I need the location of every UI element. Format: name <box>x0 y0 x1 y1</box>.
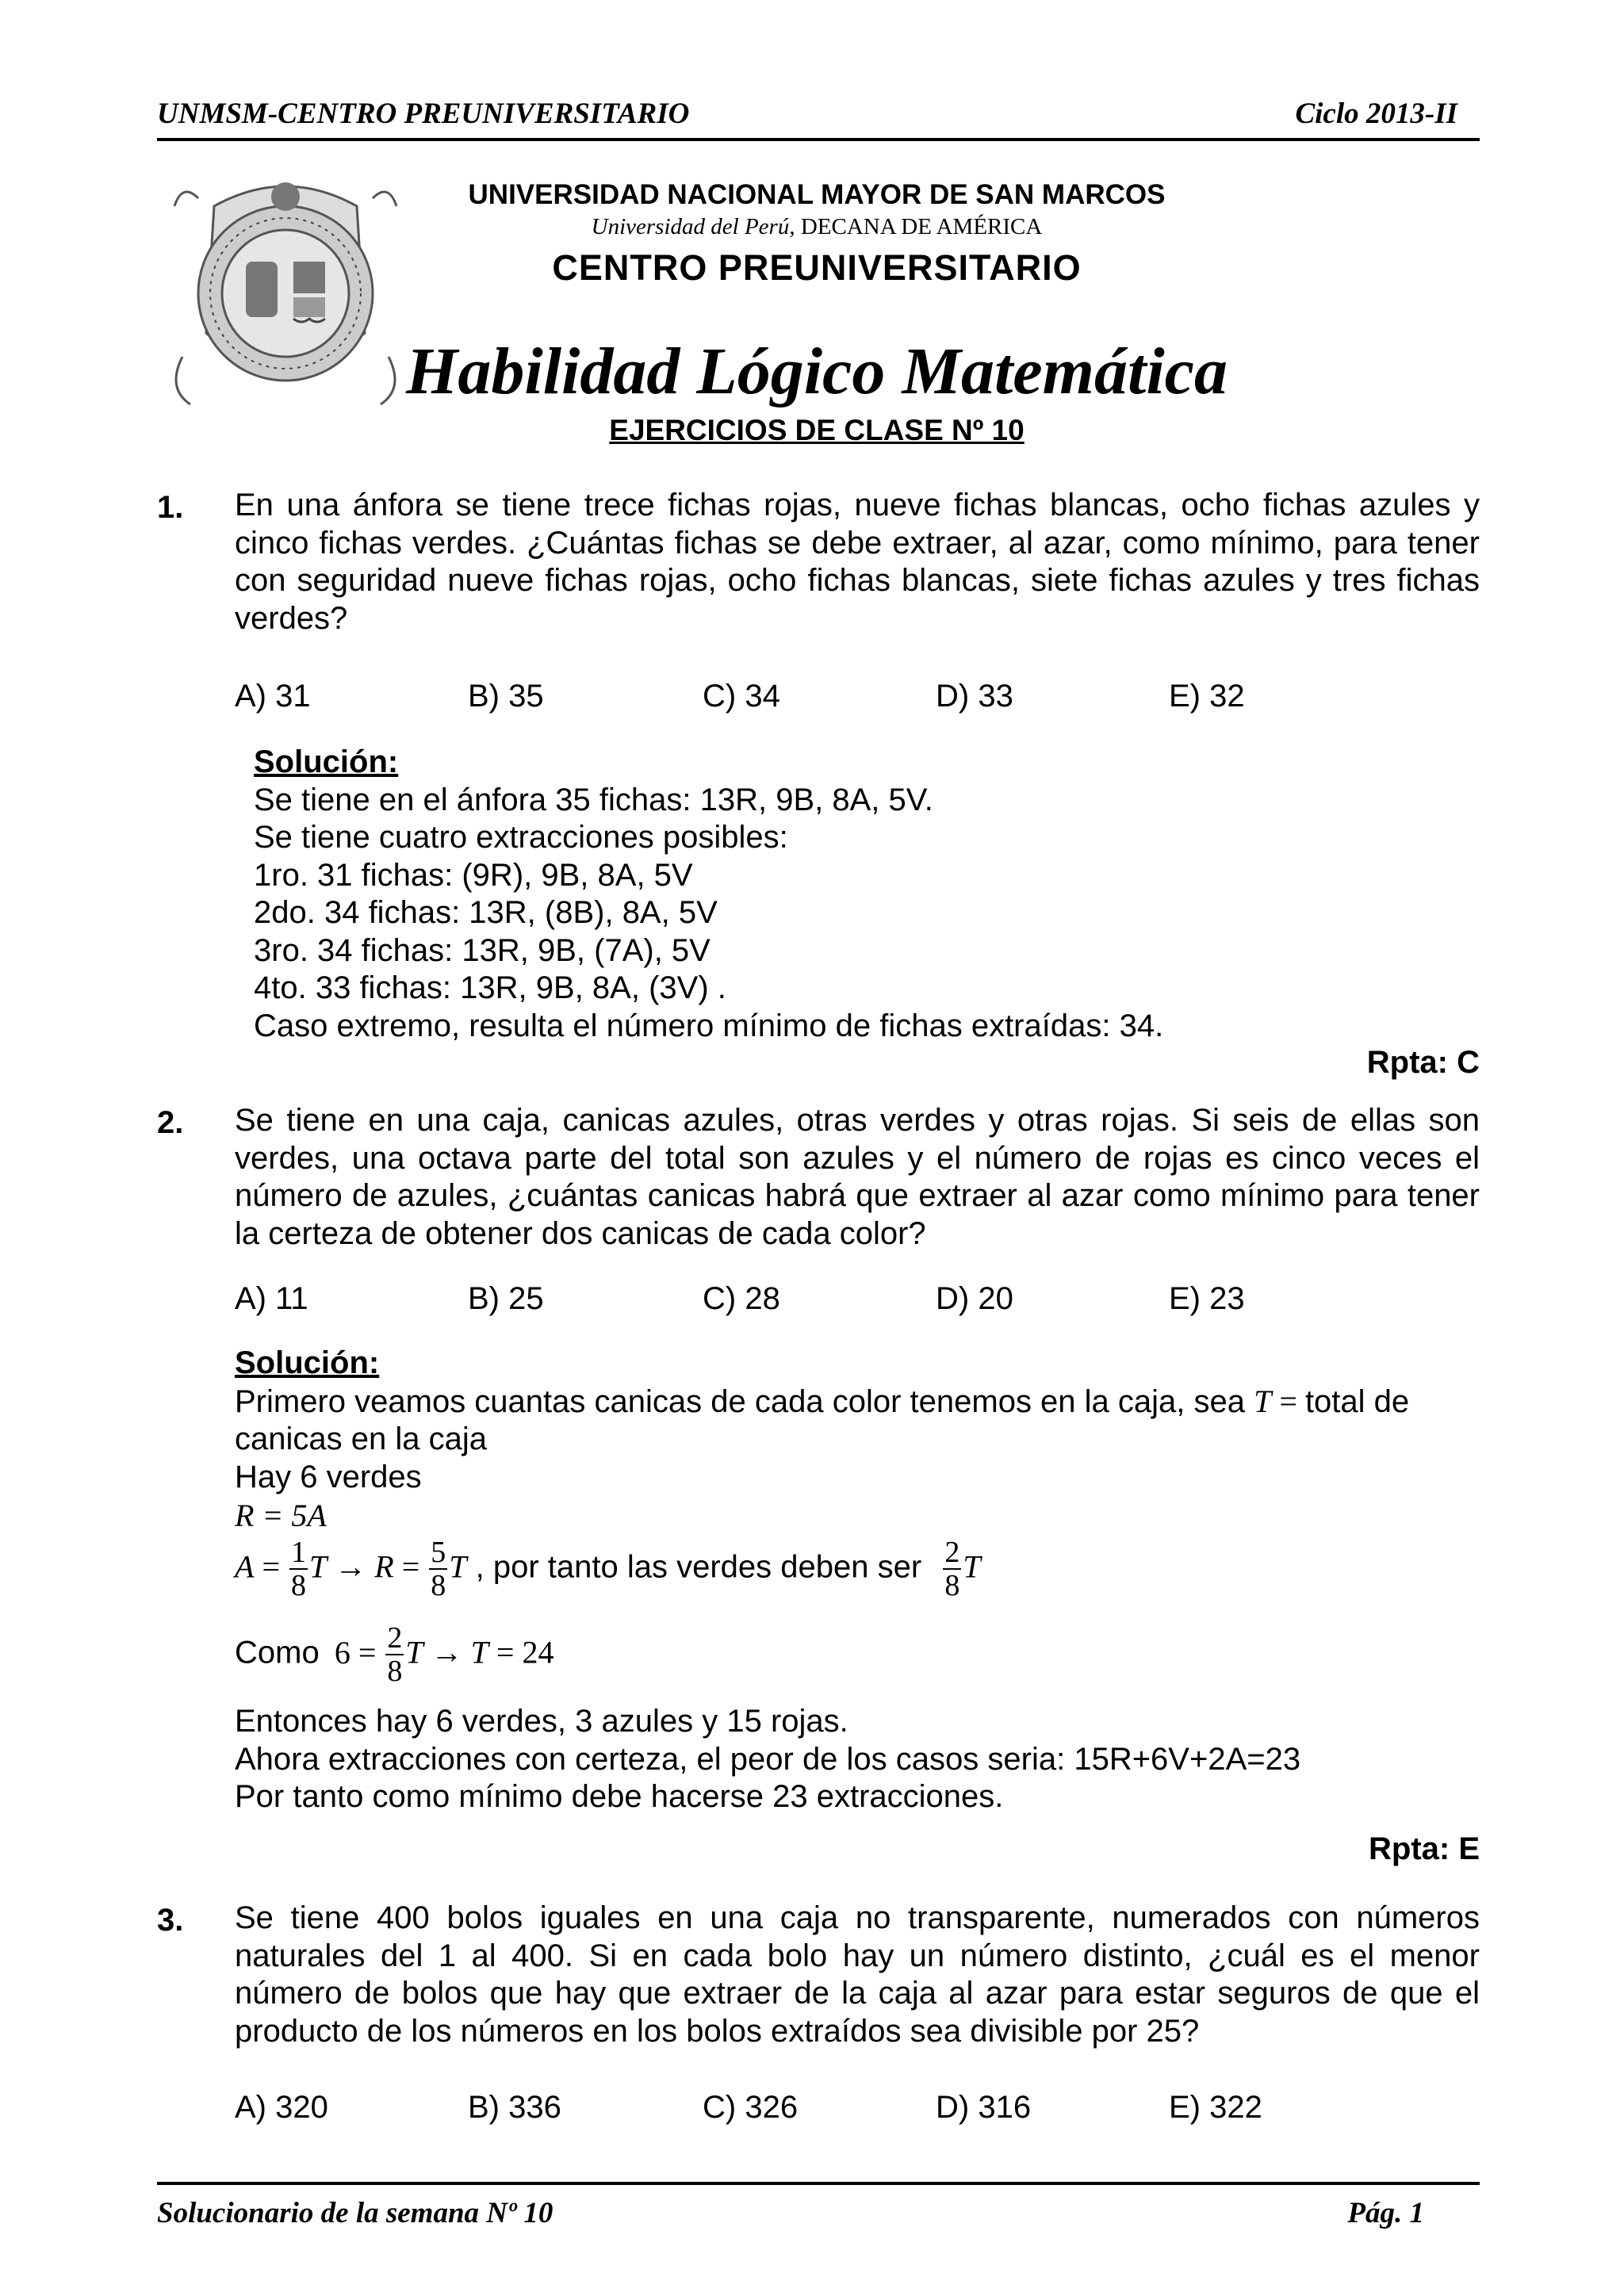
solution-text: , por tanto las verdes deben ser <box>475 1549 922 1585</box>
running-header <box>157 97 1480 141</box>
problem-2-options <box>235 1281 1480 1321</box>
equation-r: R = 5A <box>235 1498 327 1533</box>
option-a: A) 11 <box>235 1281 308 1316</box>
option-a: A) 31 <box>235 679 311 714</box>
option-d: D) 20 <box>936 1281 1013 1316</box>
center-name: CENTRO PREUNIVERSITARIO <box>552 247 1082 288</box>
option-e: E) 23 <box>1169 1281 1245 1316</box>
solution-line: 2do. 34 fichas: 13R, (8B), 8A, 5V <box>254 895 718 930</box>
option-b: B) 35 <box>468 679 544 714</box>
option-e: E) 322 <box>1169 2090 1262 2125</box>
problem-2-answer: Rpta: E <box>1369 1831 1480 1866</box>
math-expression: 6 = <box>334 1634 385 1670</box>
exercise-subtitle: EJERCICIOS DE CLASE Nº 10 <box>609 414 1025 446</box>
solution-line: Ahora extracciones con certeza, el peor de los casos seria: 15R+6V+2A=23 <box>235 1741 1301 1777</box>
math-arrow: → <box>327 1548 375 1585</box>
math-expression: R <box>374 1548 394 1585</box>
math-expression: A <box>235 1548 255 1585</box>
solution-line: Caso extremo, resulta el número mínimo de fichas extraídas: 34. <box>254 1008 1164 1043</box>
option-d: D) 316 <box>936 2090 1032 2125</box>
option-c: C) 326 <box>703 2090 799 2125</box>
math-expression: T <box>405 1634 423 1670</box>
denominator: 8 <box>944 1569 960 1602</box>
denominator: 8 <box>431 1569 446 1602</box>
problem-1-number: 1. <box>157 490 184 525</box>
numerator: 2 <box>944 1536 960 1569</box>
math-arrow: → <box>423 1634 471 1670</box>
equation-t <box>235 1622 553 1687</box>
math-expression: T <box>470 1634 488 1670</box>
footer-title: Solucionario de la semana Nº 10 <box>157 2197 553 2229</box>
solution-text: Como <box>235 1635 320 1670</box>
solution-heading: Solución: <box>235 1345 380 1380</box>
math-equals: = <box>393 1548 428 1585</box>
fraction <box>943 1536 961 1601</box>
numerator: 2 <box>387 1621 403 1655</box>
solution-text: Primero veamos cuantas canicas de cada color tenemos en la caja, sea <box>235 1383 1254 1419</box>
university-seal-icon <box>167 174 404 412</box>
problem-1-answer: Rpta: C <box>1366 1045 1480 1080</box>
denominator: 8 <box>291 1569 306 1602</box>
option-b: B) 25 <box>468 1281 544 1316</box>
course-title: Habilidad Lógico Matemática <box>406 335 1228 408</box>
solution-line: 1ro. 31 fichas: (9R), 9B, 8A, 5V <box>254 857 693 893</box>
solution-line: Se tiene cuatro extracciones posibles: <box>254 820 788 855</box>
page-number: Pág. 1 <box>1347 2197 1424 2229</box>
solution-text: total de <box>1304 1383 1410 1419</box>
solution-line: Por tanto como mínimo debe hacerse 23 extracciones. <box>235 1779 1004 1814</box>
math-expression: T <box>963 1548 981 1585</box>
math-equals: = <box>1271 1383 1305 1419</box>
math-expression: T <box>449 1548 467 1585</box>
math-expression: T <box>1254 1383 1272 1419</box>
numerator: 1 <box>291 1536 306 1569</box>
problem-2-solution-intro <box>235 1345 1409 1496</box>
option-a: A) 320 <box>235 2090 328 2125</box>
problem-1-solution <box>254 744 1163 1045</box>
solution-heading: Solución: <box>254 744 399 779</box>
header-institution: UNMSM-CENTRO PREUNIVERSITARIO <box>157 98 690 130</box>
math-expression: = 24 <box>488 1634 554 1670</box>
problem-3-text: Se tiene 400 bolos iguales en una caja no transparente, numerados con números naturales del 1 al 400. Si en cada bolo hay un número distinto, ¿cuál es el menor número de bolos que hay que extraer de la caja al azar para estar seguros de que el producto de los números en los bolos extraídos sea divisible por 25? <box>235 1900 1480 2049</box>
fraction <box>385 1622 404 1687</box>
solution-line: Hay 6 verdes <box>235 1459 422 1494</box>
numerator: 5 <box>431 1536 446 1569</box>
solution-line: Se tiene en el ánfora 35 fichas: 13R, 9B, 8A, 5V. <box>254 782 933 817</box>
problem-3-options <box>235 2090 1480 2130</box>
solution-line: canicas en la caja <box>235 1422 487 1456</box>
solution-line: Entonces hay 6 verdes, 3 azules y 15 rojas. <box>235 1704 848 1739</box>
university-motto <box>436 214 1197 240</box>
motto-rest: , DECANA DE AMÉRICA <box>789 214 1043 239</box>
motto-italic: Universidad del Perú <box>591 214 790 239</box>
option-e: E) 32 <box>1169 679 1245 714</box>
problem-2-number: 2. <box>157 1105 184 1140</box>
option-d: D) 33 <box>936 679 1013 714</box>
fraction <box>429 1536 447 1601</box>
problem-1-options <box>235 679 1480 718</box>
running-footer <box>157 2182 1480 2228</box>
university-name: UNIVERSIDAD NACIONAL MAYOR DE SAN MARCOS <box>468 179 1166 210</box>
option-c: C) 28 <box>703 1281 780 1316</box>
denominator: 8 <box>387 1655 403 1688</box>
math-equals: = <box>254 1548 288 1585</box>
header-cycle: Ciclo 2013-II <box>1295 98 1457 130</box>
option-c: C) 34 <box>703 679 780 714</box>
problem-3-number: 3. <box>157 1903 184 1938</box>
problem-2-text: Se tiene en una caja, canicas azules, otras verdes y otras rojas. Si seis de ellas son verdes, una octava parte del total son azules y el número de rojas es cinco veces el número de azules, ¿cuántas canicas habrá que extraer al azar como mínimo para tener la certeza de obtener dos canicas de cada color? <box>235 1103 1480 1251</box>
solution-line: 3ro. 34 fichas: 13R, 9B, (7A), 5V <box>254 932 710 968</box>
solution-line <box>235 1383 1409 1422</box>
solution-line: 4to. 33 fichas: 13R, 9B, 8A, (3V) . <box>254 970 726 1005</box>
problem-1-text: En una ánfora se tiene trece fichas rojas, nueve fichas blancas, ocho fichas azules y cinco fichas verdes. ¿Cuántas fichas se debe extraer, al azar, como mínimo, para tener con seguridad nueve fichas rojas, ocho fichas blancas, siete fichas azules y tres fichas verdes? <box>235 488 1480 636</box>
option-b: B) 336 <box>468 2090 561 2125</box>
problem-2-solution-end <box>235 1703 1300 1816</box>
fraction <box>289 1536 308 1601</box>
equation-a-r <box>235 1536 981 1601</box>
math-expression: T <box>309 1548 327 1585</box>
